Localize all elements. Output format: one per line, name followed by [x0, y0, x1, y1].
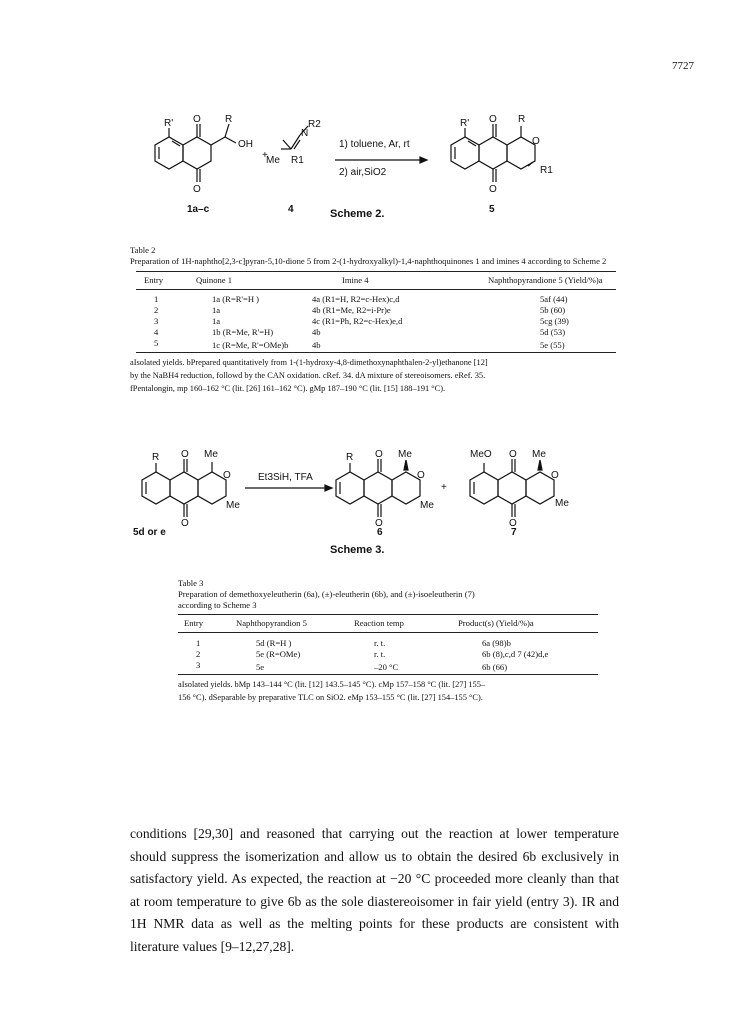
- scheme3-p6-o-bottom: O: [375, 518, 383, 529]
- table-cell: –20 °C: [374, 661, 399, 672]
- footnote-line: 156 °C). dSeparable by preparative TLC on SiO2. eMp 153–155 °C (lit. [27] 154–155 °C).: [178, 693, 483, 702]
- table-cell: 4b: [312, 339, 321, 350]
- table-cell: 1b (R=Me, R'=H): [212, 327, 274, 337]
- scheme3-p6-r: R: [346, 452, 354, 463]
- scheme3-sm-me: Me: [226, 500, 240, 511]
- table-3-grid: [178, 614, 598, 675]
- table-cell: 5d (53): [540, 327, 566, 337]
- table-cell: 1: [154, 294, 159, 304]
- scheme3-p7-me-top: Me: [532, 449, 546, 460]
- scheme2-label-4: 4: [288, 204, 294, 215]
- scheme2-imine-n: N: [301, 128, 309, 139]
- t2-header-entry: Entry: [144, 275, 164, 285]
- footnote-line: aIsolated yields. bPrepared quantitatively from 1-(1-hydroxy-4,8-dimethoxynaphthalen-2-yl)ethanone [12]: [130, 358, 488, 367]
- footnote-line: aIsolated yields. bMp 143–144 °C (lit. [12] 143.5–145 °C). cMp 157–158 °C (lit. [27] 155–: [178, 680, 486, 689]
- scheme3-label-7: 7: [511, 527, 517, 538]
- table-cell: 4a (R1=H, R2=c-Hex)c,d: [312, 294, 400, 304]
- table-cell: 4b (R1=Me, R2=i-Pr)e: [312, 305, 391, 315]
- scheme3-sm-o-bottom: O: [181, 518, 189, 529]
- table-cell: 5cg (39): [540, 316, 569, 326]
- scheme2-label-5: 5: [489, 204, 495, 215]
- table-cell: 6b (66): [482, 661, 508, 672]
- t3-header-naphtho: Naphthopyrandion 5: [236, 618, 307, 628]
- table-cell: 5b (60): [540, 305, 566, 315]
- table-cell: 5e (R=OMe): [256, 649, 301, 659]
- scheme2-label-1: 1a–c: [187, 204, 210, 215]
- scheme3-sm-o-ring: O: [223, 470, 231, 481]
- t3-header-entry: Entry: [184, 618, 204, 628]
- table-cell: 3: [196, 660, 201, 670]
- scheme2-sm-o-bottom: O: [193, 184, 201, 195]
- t2-header-imine: Imine 4: [342, 275, 369, 285]
- t2-header-quinone: Quinone 1: [196, 275, 233, 285]
- scheme3-plus: +: [441, 482, 447, 493]
- body-paragraph: conditions [29,30] and reasoned that carrying out the reaction at lower temperature should suppress the isomerization and allow us to obtain the desired 6b exclusively in satisfactory yield. As expected, the reaction at −20 °C proceeded more cleanly than that at room temperature to give 6b as the sole diastereoisomer in fair yield (entry 3). IR and 1H NMR data as well as the melting points for these products are consistent with literature values [9–12,27,28].: [130, 826, 619, 954]
- table-cell: 5: [154, 338, 159, 348]
- table-cell: 4b: [312, 327, 321, 337]
- scheme3-reagent: Et3SiH, TFA: [258, 472, 313, 483]
- scheme2-prod-o-ring: O: [532, 136, 540, 147]
- scheme-2-structures: [0, 0, 731, 230]
- scheme2-sm-r: R: [225, 114, 233, 125]
- scheme3-sm-me-top: Me: [204, 449, 218, 460]
- scheme3-label-5: 5d or e: [133, 527, 166, 538]
- table-cell: 3: [154, 316, 159, 326]
- scheme3-p7-o-ring: O: [551, 470, 559, 481]
- table-cell: 1a (R=R'=H ): [212, 294, 260, 304]
- scheme3-sm-o-top: O: [181, 449, 189, 460]
- table-cell: 4c (R1=Ph, R2=c-Hex)e,d: [312, 316, 403, 326]
- table-cell: 2: [196, 649, 201, 659]
- table-cell: 6a (98)b: [482, 638, 511, 648]
- scheme3-label-6: 6: [377, 527, 383, 538]
- table-3-title-2: according to Scheme 3: [178, 600, 257, 610]
- scheme2-prod-r1: R1: [540, 165, 553, 176]
- t3-header-temp: Reaction temp: [354, 618, 404, 628]
- table-3-title-1: Preparation of demethoxyeleutherin (6a), (±)-eleutherin (6b), and (±)-isoeleutherin (7): [178, 589, 475, 599]
- scheme2-prod-o-bottom: O: [489, 184, 497, 195]
- table-2-grid: [136, 271, 616, 353]
- page-number: 7727: [672, 60, 694, 72]
- scheme2-plus: +: [262, 150, 268, 161]
- table-2-footnotes: [130, 356, 628, 395]
- table-cell: r. t.: [374, 649, 386, 659]
- footnote-line: fPentalongin, mp 160–162 °C (lit. [26] 161–162 °C). gMp 187–190 °C (lit. [15] 188–191 °C).: [130, 384, 446, 393]
- scheme3-p6-me: Me: [420, 500, 434, 511]
- scheme2-sm-rprime: R': [164, 118, 174, 129]
- table-cell: 1: [196, 638, 201, 648]
- footnote-line: by the NaBH4 reduction, followd by the CAN oxidation. cRef. 34. dA mixture of stereoisomers. eRef. 35.: [130, 371, 486, 380]
- scheme3-p6-o-top: O: [375, 449, 383, 460]
- table-3-label: Table 3: [178, 578, 204, 588]
- scheme2-reagents-2: 2) air,SiO2: [339, 167, 387, 178]
- table-cell: 5e (55): [540, 339, 565, 350]
- table-cell: 1c (R=Me, R'=OMe)b: [212, 339, 289, 350]
- scheme3-sm-r: R: [152, 452, 160, 463]
- scheme2-prod-rprime: R': [460, 118, 470, 129]
- scheme3-p6-me-top: Me: [398, 449, 412, 460]
- table-cell: r. t.: [374, 638, 386, 648]
- table-cell: 5af (44): [540, 294, 568, 304]
- t3-header-product: Product(s) (Yield/%)a: [458, 618, 534, 628]
- scheme2-imine-r1: R1: [291, 155, 304, 166]
- table-2-title: Preparation of 1H-naphtho[2,3-c]pyran-5,10-dione 5 from 2-(1-hydroxyalkyl)-1,4-naphthoquinones 1 and imines 4 according to Scheme 2: [130, 256, 607, 266]
- table-cell: 5e: [256, 661, 265, 672]
- table-cell: 6b (8),c,d 7 (42)d,e: [482, 649, 549, 659]
- scheme2-sm-o-top: O: [193, 114, 201, 125]
- scheme2-prod-r: R: [518, 114, 526, 125]
- scheme3-p7-o-top: O: [509, 449, 517, 460]
- scheme2-reagents-1: 1) toluene, Ar, rt: [339, 139, 410, 150]
- scheme3-p6-o-ring: O: [417, 470, 425, 481]
- table-cell: 1a: [212, 305, 221, 315]
- table-2-label: Table 2: [130, 245, 156, 255]
- table-3-footnotes: [178, 678, 598, 704]
- scheme2-imine-me: Me: [266, 155, 280, 166]
- table-cell: 1a: [212, 316, 221, 326]
- scheme3-p7-me: Me: [555, 498, 569, 509]
- table-cell: 5d (R=H ): [256, 638, 292, 648]
- t2-header-product: Naphthopyrandione 5 (Yield/%)a: [488, 275, 603, 285]
- scheme-3-caption: Scheme 3.: [330, 544, 385, 556]
- table-3: [178, 578, 598, 704]
- scheme2-sm-oh: OH: [238, 139, 253, 150]
- table-cell: 2: [154, 305, 159, 315]
- scheme-2-caption: Scheme 2.: [330, 208, 385, 220]
- scheme3-p7-o-bottom: O: [509, 518, 517, 529]
- scheme2-prod-o-top: O: [489, 114, 497, 125]
- table-cell: 4: [154, 327, 159, 337]
- table-2: [130, 245, 628, 395]
- scheme3-p7-meo: MeO: [470, 449, 492, 460]
- scheme2-imine-r2: R2: [308, 119, 321, 130]
